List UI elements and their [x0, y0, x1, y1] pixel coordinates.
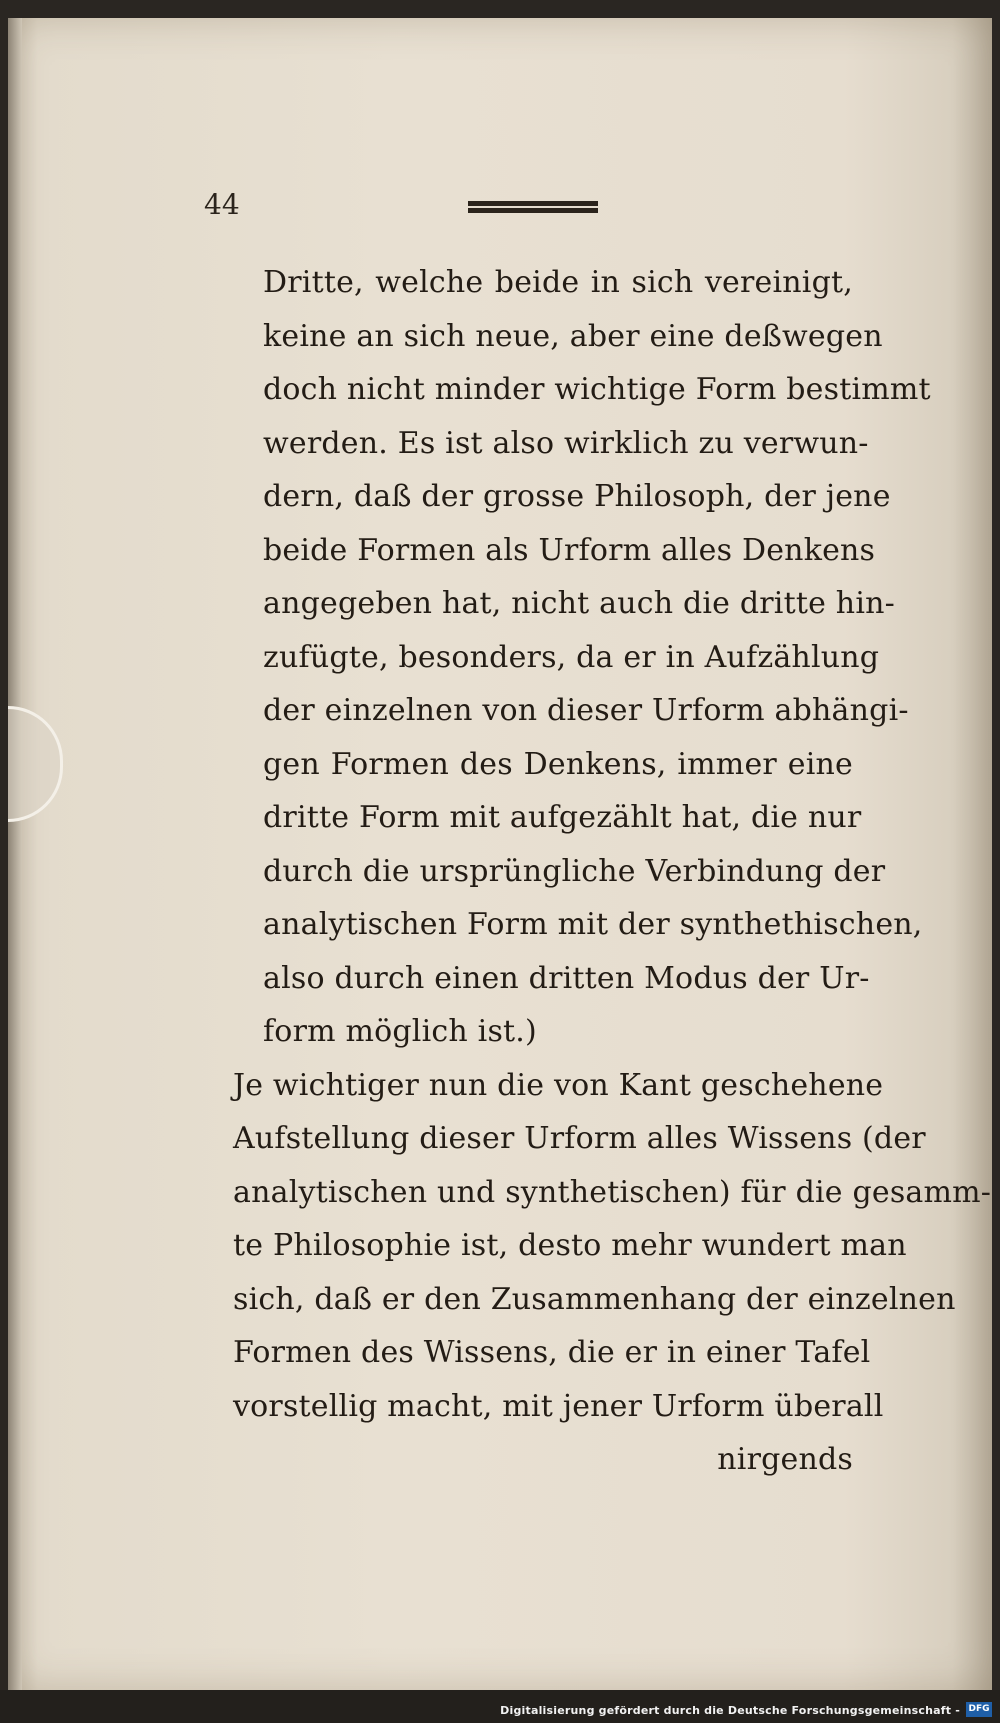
text-line: Je wichtiger nun die von Kant geschehene: [233, 1067, 884, 1103]
text-line: werden. Es ist also wirklich zu verwun-: [263, 425, 869, 461]
text-line: sich, daß er den Zusammenhang der einzelnen: [233, 1281, 956, 1317]
catchword: nirgends: [717, 1442, 853, 1477]
text-line: vorstellig macht, mit jener Urform überall: [233, 1388, 884, 1424]
page-tab-notch: [8, 706, 63, 822]
dfg-logo: DFG: [966, 1702, 992, 1717]
text-line: zufügte, besonders, da er in Aufzählung: [263, 639, 880, 675]
text-line: gen Formen des Denkens, immer eine: [263, 746, 853, 782]
text-line: keine an sich neue, aber eine deßwegen: [263, 318, 883, 354]
page-number: 44: [204, 188, 240, 221]
text-line: angegeben hat, nicht auch die dritte hin-: [263, 586, 895, 621]
body-text: [233, 256, 992, 1487]
text-line: form möglich ist.): [263, 1014, 537, 1049]
page-gutter: [8, 18, 22, 1690]
text-line: analytischen Form mit der synthethischen,: [263, 907, 923, 942]
funding-credit: Digitalisierung gefördert durch die Deutsche Forschungsgemeinschaft -: [500, 1704, 960, 1717]
text-line: durch die ursprüngliche Verbindung der: [263, 853, 886, 889]
text-line: dern, daß der grosse Philosoph, der jene: [263, 479, 891, 514]
text-line: dritte Form mit aufgezählt hat, die nur: [263, 800, 862, 835]
text-line: doch nicht minder wichtige Form bestimmt: [263, 372, 931, 407]
header-ornament: [468, 201, 598, 213]
text-line: Aufstellung dieser Urform alles Wissens (der: [233, 1121, 926, 1156]
text-line: te Philosophie ist, desto mehr wundert man: [233, 1228, 907, 1263]
text-line: der einzelnen von dieser Urform abhängi-: [263, 693, 909, 728]
book-page: [8, 18, 992, 1690]
text-line: also durch einen dritten Modus der Ur-: [263, 960, 870, 996]
text-line: Formen des Wissens, die er in einer Tafel: [233, 1335, 871, 1370]
text-line: beide Formen als Urform alles Denkens: [263, 532, 876, 568]
text-line: analytischen und synthetischen) für die gesamm-: [233, 1174, 992, 1210]
text-line: Dritte, welche beide in sich vereinigt,: [263, 265, 853, 300]
